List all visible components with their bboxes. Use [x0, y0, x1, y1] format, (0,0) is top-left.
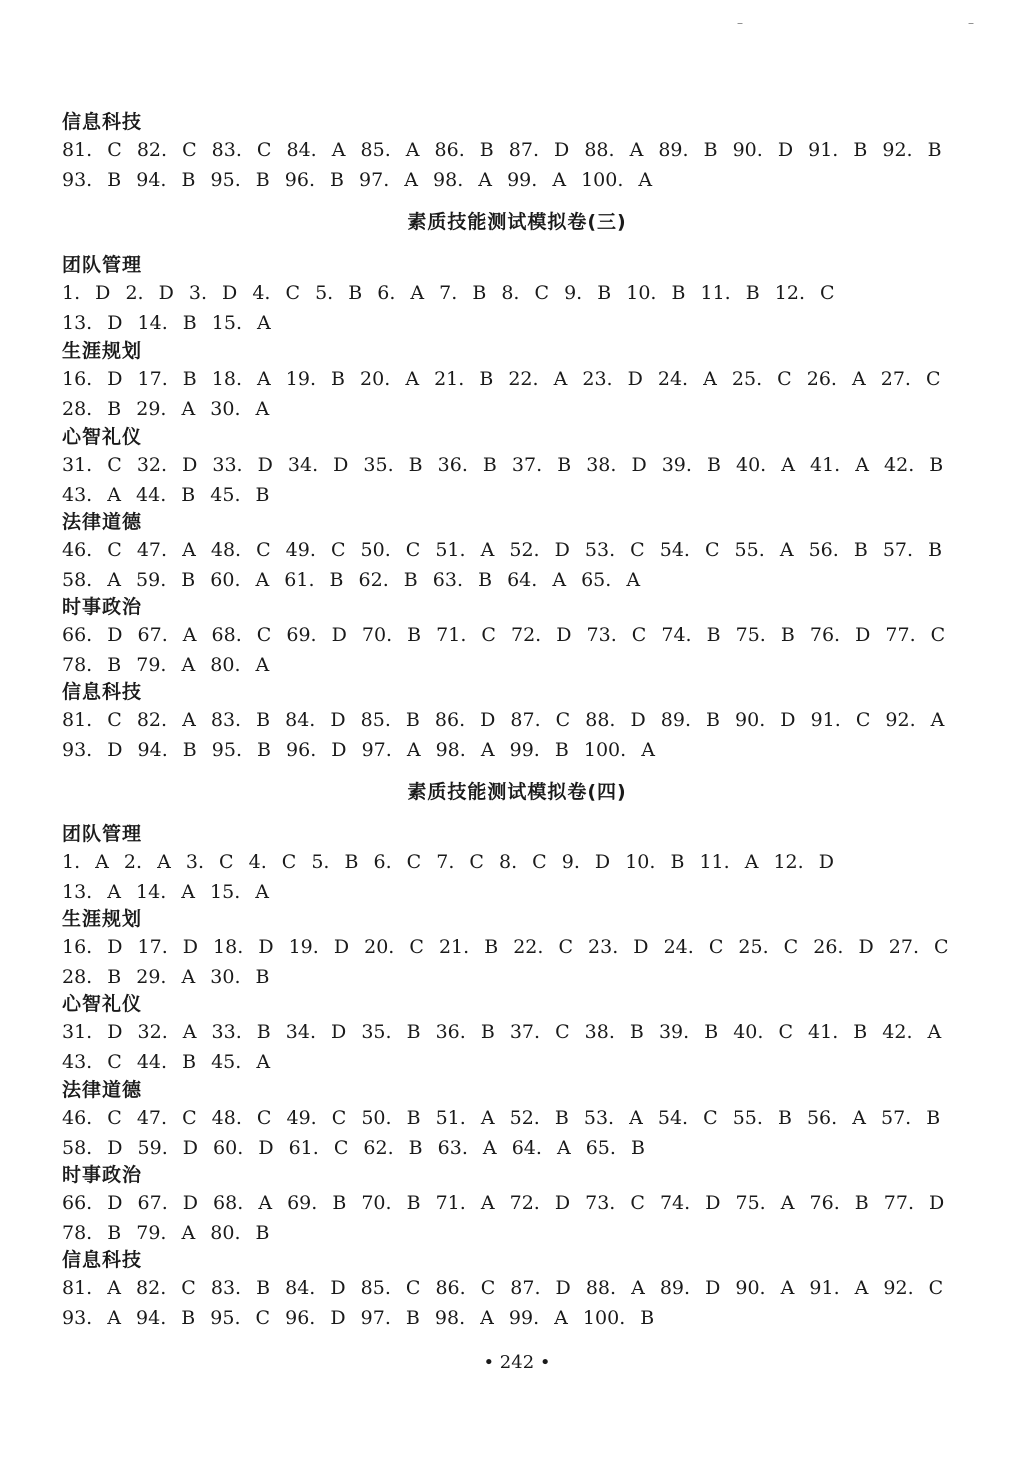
page-number: • 242 •: [483, 1352, 551, 1373]
answer-line: 28. B 29. A 30. B: [62, 966, 270, 988]
subject-heading: 团队管理: [62, 254, 143, 276]
exam4-section-team: [62, 821, 942, 907]
subject-heading: 信息科技: [62, 111, 143, 133]
subject-heading: 法律道德: [62, 511, 143, 533]
scan-mark: –: [968, 16, 974, 30]
answer-line: 13. D 14. B 15. A: [62, 312, 271, 334]
answer-line: 78. B 79. A 80. A: [62, 654, 270, 676]
exam-title-3: 素质技能测试模拟卷(三): [407, 211, 627, 233]
answer-line: 81. C 82. A 83. B 84. D 85. B 86. D 87. C 88. D 89. B 90. D 91. C 92. A: [62, 709, 945, 731]
answer-line: 93. B 94. B 95. B 96. B 97. A 98. A 99. A 100. A: [62, 169, 653, 191]
subject-heading: 时事政治: [62, 1164, 143, 1186]
answer-line: 43. A 44. B 45. B: [62, 484, 270, 506]
exam4-section-career: [62, 906, 949, 992]
subject-heading: 生涯规划: [62, 908, 143, 930]
subject-heading: 时事政治: [62, 596, 143, 618]
answer-line: 93. A 94. B 95. C 96. D 97. B 98. A 99. A 100. B: [62, 1307, 655, 1329]
subject-heading: 心智礼仪: [62, 426, 143, 448]
exam4-section-etiquette: [62, 991, 942, 1077]
answer-line: 66. D 67. D 68. A 69. B 70. B 71. A 72. D 73. C 74. D 75. A 76. B 77. D: [62, 1192, 945, 1214]
answer-line: 78. B 79. A 80. B: [62, 1222, 270, 1244]
answer-line: 28. B 29. A 30. A: [62, 398, 270, 420]
exam3-section-etiquette: [62, 424, 942, 510]
answer-line: 31. D 32. A 33. B 34. D 35. B 36. B 37. C 38. B 39. B 40. C 41. B 42. A: [62, 1021, 942, 1043]
answer-line: 46. C 47. C 48. C 49. C 50. B 51. A 52. B 53. A 54. C 55. B 56. A 57. B: [62, 1107, 941, 1129]
exam4-section-current-affairs: [62, 1162, 945, 1248]
answer-line: 16. D 17. D 18. D 19. D 20. C 21. B 22. C 23. D 24. C 25. C 26. D 27. C: [62, 936, 949, 958]
answer-line: 43. C 44. B 45. A: [62, 1051, 271, 1073]
exam3-section-career: [62, 338, 942, 424]
exam3-section-current-affairs: [62, 594, 946, 680]
exam4-section-law: [62, 1077, 942, 1163]
section-info-tech-prev: [62, 109, 942, 195]
answer-line: 58. A 59. B 60. A 61. B 62. B 63. B 64. A 65. A: [62, 569, 641, 591]
answer-line: 58. D 59. D 60. D 61. C 62. B 63. A 64. A 65. B: [62, 1137, 645, 1159]
scan-mark: –: [737, 16, 743, 30]
subject-heading: 信息科技: [62, 1249, 143, 1271]
exam4-section-info-tech: [62, 1247, 942, 1333]
subject-heading: 法律道德: [62, 1079, 143, 1101]
exam3-section-law: [62, 509, 942, 595]
subject-heading: 信息科技: [62, 681, 143, 703]
answer-line: 46. C 47. A 48. C 49. C 50. C 51. A 52. D 53. C 54. C 55. A 56. B 57. B: [62, 539, 943, 561]
exam3-section-info-tech: [62, 679, 945, 765]
answer-line: 13. A 14. A 15. A: [62, 881, 270, 903]
answer-line: 81. A 82. C 83. B 84. D 85. C 86. C 87. D 88. A 89. D 90. A 91. A 92. C: [62, 1277, 944, 1299]
exam-title-4: 素质技能测试模拟卷(四): [407, 781, 627, 803]
exam3-section-team: [62, 252, 942, 338]
answer-line: 31. C 32. D 33. D 34. D 35. B 36. B 37. B 38. D 39. B 40. A 41. A 42. B: [62, 454, 944, 476]
answer-line: 16. D 17. B 18. A 19. B 20. A 21. B 22. A 23. D 24. A 25. C 26. A 27. C: [62, 368, 941, 390]
subject-heading: 心智礼仪: [62, 993, 143, 1015]
answer-line: 93. D 94. B 95. B 96. D 97. A 98. A 99. B 100. A: [62, 739, 655, 761]
subject-heading: 生涯规划: [62, 340, 143, 362]
answer-line: 1. D 2. D 3. D 4. C 5. B 6. A 7. B 8. C 9. B 10. B 11. B 12. C: [62, 282, 835, 304]
answer-line: 1. A 2. A 3. C 4. C 5. B 6. C 7. C 8. C 9. D 10. B 11. A 12. D: [62, 851, 834, 873]
answer-line: 81. C 82. C 83. C 84. A 85. A 86. B 87. D 88. A 89. B 90. D 91. B 92. B: [62, 139, 942, 161]
subject-heading: 团队管理: [62, 823, 143, 845]
answer-line: 66. D 67. A 68. C 69. D 70. B 71. C 72. D 73. C 74. B 75. B 76. D 77. C: [62, 624, 946, 646]
